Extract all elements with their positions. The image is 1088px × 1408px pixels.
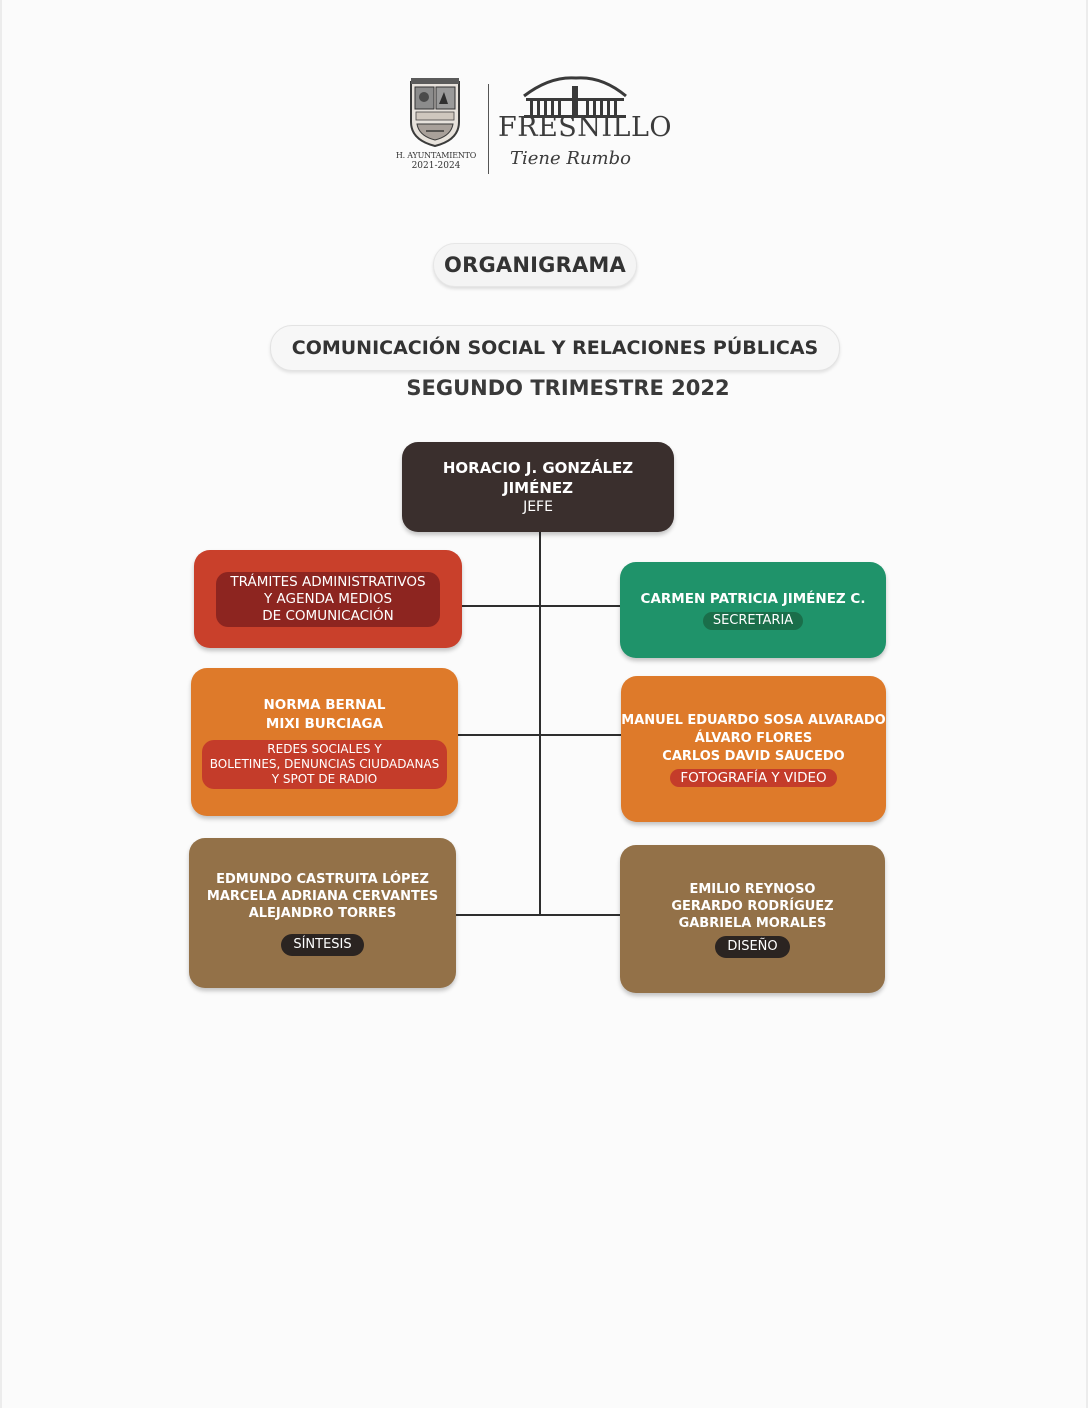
secretaria-name: CARMEN PATRICIA JIMÉNEZ C. [640, 591, 866, 607]
sintesis-name-3: ALEJANDRO TORRES [248, 905, 397, 921]
foto-name-1: MANUEL EDUARDO SOSA ALVARADO [621, 712, 886, 728]
redes-role-line2: BOLETINES, DENUNCIAS CIUDADANAS [209, 756, 440, 771]
connector-row1 [462, 605, 620, 607]
department-title: COMUNICACIÓN SOCIAL Y RELACIONES PÚBLICAS [270, 325, 840, 371]
jefe-role: JEFE [523, 499, 553, 515]
foto-name-3: CARLOS DAVID SAUCEDO [662, 748, 845, 764]
seal-caption [392, 151, 480, 171]
seal-label: H. AYUNTAMIENTO [395, 151, 477, 160]
seal-years: 2021-2024 [411, 161, 461, 171]
brand-name: FRESNILLO [498, 112, 673, 143]
org-node-tramites [194, 550, 462, 648]
period-title: SEGUNDO TRIMESTRE 2022 [406, 376, 730, 400]
diseno-name-3: GABRIELA MORALES [678, 915, 827, 931]
jefe-name-line1: HORACIO J. GONZÁLEZ [442, 459, 634, 477]
tramites-role-line3: DE COMUNICACIÓN [262, 607, 394, 624]
municipal-seal-logo [408, 76, 462, 148]
redes-role-badge [202, 740, 448, 789]
sintesis-role-badge: SÍNTESIS [281, 934, 363, 956]
org-node-secretaria [620, 562, 886, 658]
brand-slogan: Tiene Rumbo [510, 148, 631, 169]
org-node-diseno [620, 845, 885, 993]
connector-row2 [458, 734, 621, 736]
tramites-role-line2: Y AGENDA MEDIOS [263, 590, 393, 607]
redes-name-2: MIXI BURCIAGA [265, 715, 384, 732]
sintesis-name-2: MARCELA ADRIANA CERVANTES [206, 888, 439, 904]
organigrama-title: ORGANIGRAMA [433, 243, 637, 287]
secretaria-role-badge: SECRETARIA [703, 612, 803, 630]
diseno-role-badge: DISEÑO [715, 936, 789, 958]
header-divider [488, 84, 489, 174]
redes-name-1: NORMA BERNAL [263, 696, 386, 713]
connector-row3 [456, 914, 620, 916]
org-node-jefe [402, 442, 674, 532]
diseno-name-1: EMILIO REYNOSO [689, 881, 816, 897]
sintesis-name-1: EDMUNDO CASTRUITA LÓPEZ [216, 871, 429, 887]
org-node-sintesis [189, 838, 456, 988]
redes-role-line3: Y SPOT DE RADIO [271, 771, 378, 786]
diseno-name-2: GERARDO RODRÍGUEZ [671, 898, 834, 914]
redes-role-line1: REDES SOCIALES Y [267, 741, 382, 756]
connector-vertical-trunk [539, 532, 541, 915]
org-node-redes-sociales [191, 668, 458, 816]
jefe-name-line2: JIMÉNEZ [502, 479, 573, 497]
tramites-role-line1: TRÁMITES ADMINISTRATIVOS [230, 573, 426, 590]
foto-name-2: ÁLVARO FLORES [694, 730, 813, 746]
foto-role-badge: FOTOGRAFÍA Y VIDEO [670, 769, 836, 787]
tramites-role-badge [216, 572, 439, 627]
page-edge-left [0, 0, 2, 1408]
org-node-fotografia [621, 676, 886, 822]
